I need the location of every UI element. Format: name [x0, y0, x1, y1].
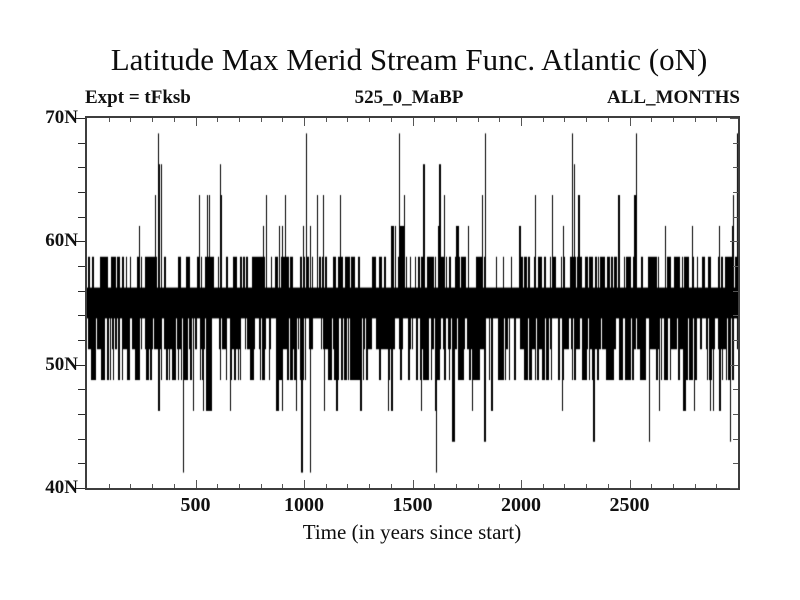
- y-minor-tick: [78, 315, 85, 316]
- period-label: 525_0_MaBP: [354, 87, 464, 108]
- x-major-tick: [630, 480, 631, 488]
- x-minor-tick: [152, 118, 153, 122]
- x-minor-tick: [152, 484, 153, 488]
- experiment-label: Expt = tFksb: [85, 87, 191, 108]
- y-tick-label: 70N: [45, 107, 78, 128]
- x-minor-tick: [130, 118, 131, 122]
- y-minor-tick: [733, 340, 738, 341]
- x-minor-tick: [543, 484, 544, 488]
- x-minor-tick: [499, 118, 500, 122]
- x-minor-tick: [130, 484, 131, 488]
- x-major-tick: [521, 480, 522, 488]
- x-minor-tick: [239, 118, 240, 122]
- y-tick-label: 50N: [45, 353, 78, 375]
- x-minor-tick: [109, 118, 110, 122]
- x-major-tick: [196, 480, 197, 488]
- x-minor-tick: [716, 484, 717, 488]
- y-minor-tick: [78, 291, 85, 292]
- x-minor-tick: [391, 118, 392, 122]
- x-tick-label: 2500: [609, 494, 650, 516]
- x-axis-title: Time (in years since start): [302, 520, 522, 544]
- x-minor-tick: [499, 484, 500, 488]
- x-minor-tick: [261, 484, 262, 488]
- x-minor-tick: [695, 118, 696, 122]
- x-major-tick: [304, 480, 305, 488]
- y-minor-tick: [733, 291, 738, 292]
- x-minor-tick: [391, 484, 392, 488]
- x-minor-tick: [716, 118, 717, 122]
- x-minor-tick: [543, 118, 544, 122]
- x-minor-tick: [217, 484, 218, 488]
- x-minor-tick: [326, 484, 327, 488]
- y-minor-tick: [733, 414, 738, 415]
- y-minor-tick: [733, 315, 738, 316]
- x-minor-tick: [282, 484, 283, 488]
- y-minor-tick: [78, 414, 85, 415]
- x-major-tick: [304, 118, 305, 126]
- x-minor-tick: [326, 118, 327, 122]
- x-major-tick: [196, 118, 197, 126]
- x-minor-tick: [456, 484, 457, 488]
- x-major-tick: [413, 118, 414, 126]
- y-minor-tick: [78, 143, 85, 144]
- x-minor-tick: [347, 118, 348, 122]
- x-minor-tick: [434, 484, 435, 488]
- y-minor-tick: [733, 439, 738, 440]
- x-minor-tick: [369, 484, 370, 488]
- y-minor-tick: [78, 192, 85, 193]
- x-minor-tick: [478, 118, 479, 122]
- y-major-tick: [730, 241, 738, 242]
- x-minor-tick: [608, 118, 609, 122]
- x-minor-tick: [434, 118, 435, 122]
- x-major-tick: [630, 118, 631, 126]
- x-major-tick: [413, 480, 414, 488]
- x-tick-label: 2000: [501, 494, 541, 516]
- y-minor-tick: [733, 463, 738, 464]
- x-minor-tick: [369, 118, 370, 122]
- y-minor-tick: [78, 439, 85, 440]
- y-minor-tick: [78, 463, 85, 464]
- y-minor-tick: [78, 167, 85, 168]
- x-minor-tick: [456, 118, 457, 122]
- y-minor-tick: [733, 167, 738, 168]
- x-minor-tick: [608, 484, 609, 488]
- x-minor-tick: [586, 484, 587, 488]
- x-minor-tick: [217, 118, 218, 122]
- y-major-tick: [730, 118, 738, 119]
- x-minor-tick: [651, 118, 652, 122]
- x-minor-tick: [478, 484, 479, 488]
- x-minor-tick: [586, 118, 587, 122]
- plot-area: [87, 118, 738, 488]
- y-minor-tick: [733, 192, 738, 193]
- y-minor-tick: [733, 143, 738, 144]
- series-canvas: [87, 118, 738, 488]
- x-tick-label: 1000: [284, 494, 324, 516]
- x-tick-label: 1500: [392, 494, 433, 516]
- x-minor-tick: [673, 118, 674, 122]
- x-minor-tick: [564, 118, 565, 122]
- x-minor-tick: [282, 118, 283, 122]
- x-minor-tick: [109, 484, 110, 488]
- y-tick-label: 40N: [45, 477, 78, 498]
- x-minor-tick: [651, 484, 652, 488]
- y-major-tick: [730, 488, 738, 489]
- chart-title: Latitude Max Merid Stream Func. Atlantic (oN): [110, 42, 708, 77]
- plot-frame: [85, 116, 740, 490]
- y-tick-label: 60N: [45, 230, 78, 252]
- x-minor-tick: [239, 484, 240, 488]
- x-major-tick: [521, 118, 522, 126]
- y-minor-tick: [733, 217, 738, 218]
- x-minor-tick: [174, 118, 175, 122]
- y-minor-tick: [733, 266, 738, 267]
- x-tick-label: 500: [180, 494, 211, 516]
- y-major-tick: [730, 365, 738, 366]
- y-minor-tick: [78, 340, 85, 341]
- y-minor-tick: [78, 217, 85, 218]
- x-minor-tick: [174, 484, 175, 488]
- x-minor-tick: [347, 484, 348, 488]
- y-minor-tick: [733, 389, 738, 390]
- y-minor-tick: [78, 266, 85, 267]
- x-minor-tick: [695, 484, 696, 488]
- x-minor-tick: [261, 118, 262, 122]
- x-minor-tick: [673, 484, 674, 488]
- x-minor-tick: [564, 484, 565, 488]
- months-label: ALL_MONTHS: [606, 87, 740, 108]
- y-minor-tick: [78, 389, 85, 390]
